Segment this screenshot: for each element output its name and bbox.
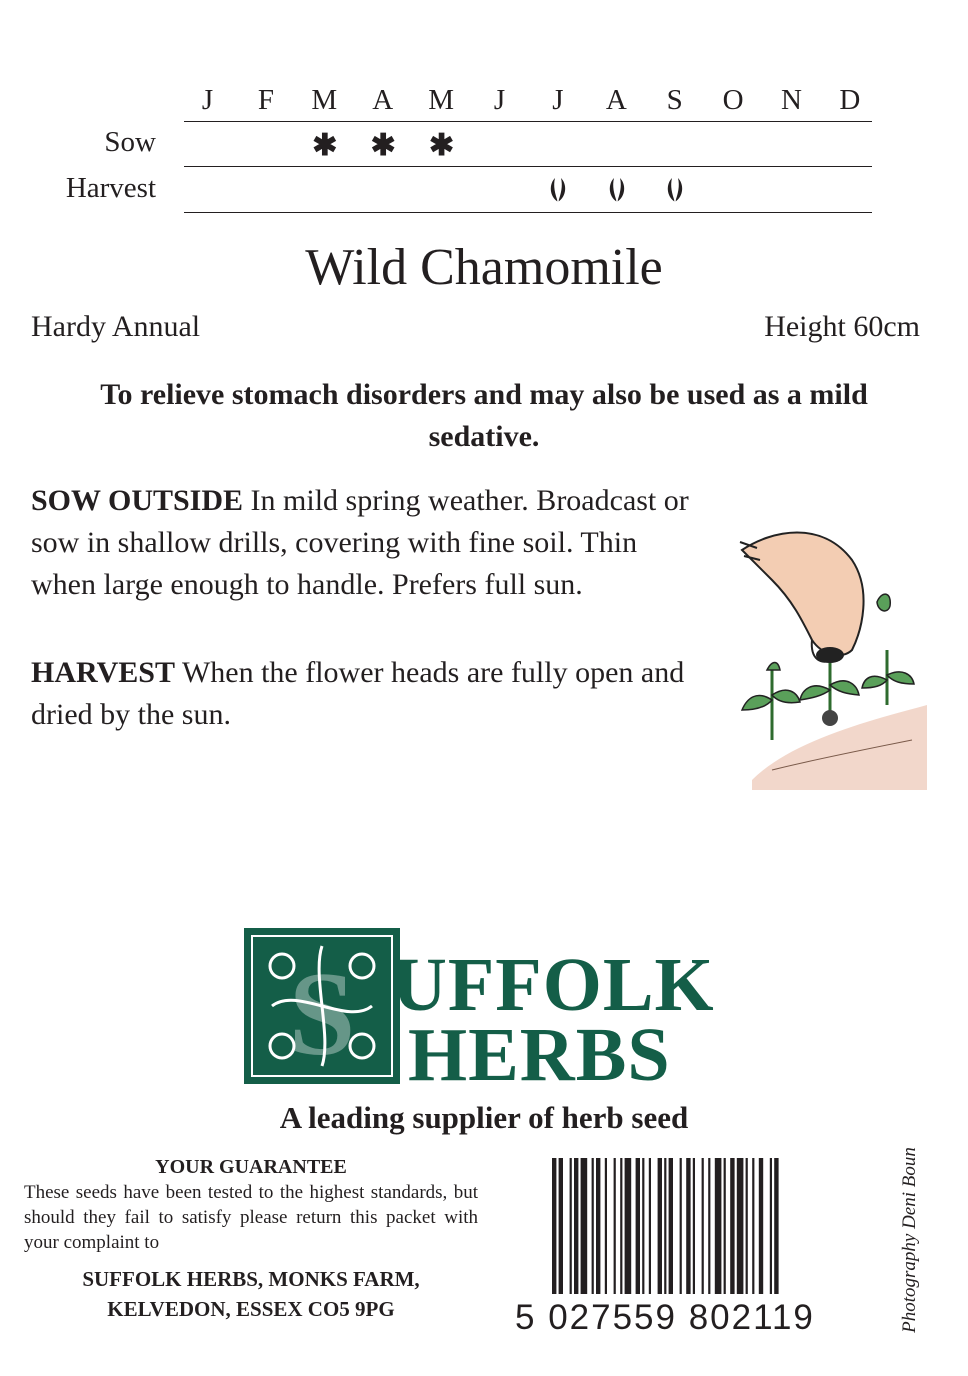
leaf-sprig-icon <box>655 174 695 209</box>
brand-tagline: A leading supplier of herb seed <box>279 1100 689 1135</box>
plant-title: Wild Chamomile <box>305 239 663 296</box>
asterisk-flower-icon: ✱ <box>312 129 338 162</box>
month-label: F <box>257 84 275 116</box>
month-label: D <box>839 84 862 116</box>
calendar-rule <box>184 212 872 213</box>
asterisk-flower-icon: ✱ <box>429 129 455 162</box>
sow-row-label: Sow <box>104 126 156 158</box>
asterisk-flower-icon: ✱ <box>370 129 396 162</box>
harvest-instructions <box>31 652 691 736</box>
photography-credit: Photography Deni Boun <box>899 1147 920 1333</box>
month-label: A <box>372 84 395 116</box>
ornamental-s-icon <box>242 926 402 1086</box>
leaf-sprig-icon <box>538 174 578 209</box>
calendar-rule <box>184 121 872 122</box>
plant-height: Height 60cm <box>764 310 920 343</box>
guarantee-heading: YOUR GUARANTEE <box>155 1156 347 1178</box>
calendar-rule <box>184 166 872 167</box>
month-label: J <box>493 84 507 116</box>
suffolk-herbs-logo <box>242 926 715 1097</box>
leaf-sprig-icon <box>597 174 637 209</box>
svg-text:S: S <box>288 947 356 1080</box>
barcode-number: 5 027559 802119 <box>515 1298 815 1337</box>
hand-planting-illustration <box>712 490 932 800</box>
month-label: M <box>428 84 455 116</box>
harvest-row-label: Harvest <box>65 172 156 204</box>
sow-instructions <box>31 480 691 606</box>
brand-word-herbs: HERBS <box>408 1013 671 1097</box>
month-label: J <box>201 84 215 116</box>
month-label: S <box>666 84 684 116</box>
month-label: N <box>781 84 803 116</box>
address <box>24 1264 478 1324</box>
month-label: J <box>552 84 565 116</box>
month-label: O <box>722 84 745 116</box>
month-label: A <box>605 84 628 116</box>
harvest-heading: HARVEST <box>31 656 175 689</box>
harvest-text: When the flower heads are fully open and dried by the sun. <box>31 656 685 731</box>
address-line-1: SUFFOLK HERBS, MONKS FARM, <box>82 1267 420 1291</box>
usage-text: To relieve stomach disorders and may also be used as a mild sedative. <box>100 378 868 453</box>
brand-word-suffolk: UFFOLK <box>392 943 715 1027</box>
sow-heading: SOW OUTSIDE <box>31 484 244 517</box>
plant-type: Hardy Annual <box>31 310 201 343</box>
month-label: M <box>311 84 339 116</box>
sow-text: In mild spring weather. Broadcast or sow in shallow drills, covering with fine soil. Thin when large enough to handle. Prefers full sun. <box>31 484 689 601</box>
guarantee-text: These seeds have been tested to the highest standards, but should they fail to satisfy please return this packet with your complaint to <box>24 1182 478 1253</box>
address-line-2: KELVEDON, ESSEX CO5 9PG <box>107 1297 395 1321</box>
barcode <box>548 1158 848 1306</box>
